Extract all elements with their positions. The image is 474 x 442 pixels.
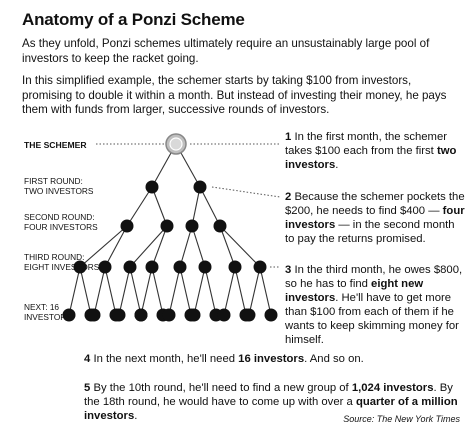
investor-node-round-2 bbox=[186, 220, 199, 233]
row-label-round-4-line-1: NEXT: 16 bbox=[24, 302, 60, 312]
investor-node-round-1 bbox=[194, 181, 207, 194]
intro-paragraph-1: As they unfold, Ponzi schemes ultimately require an unsustainably large pool of investors to keep the racket going. bbox=[22, 37, 430, 65]
step-5-number: 5 bbox=[84, 382, 91, 394]
investor-node-round-4 bbox=[135, 309, 148, 322]
step-3-text-run: In the third month, he owes $800, so he has to find bbox=[285, 264, 463, 290]
investor-node-round-2 bbox=[214, 220, 227, 233]
step-1-text-run: . bbox=[335, 159, 339, 171]
diagram-title: Anatomy of a Ponzi Scheme bbox=[22, 10, 245, 29]
investor-node-round-3 bbox=[124, 261, 137, 274]
tree-branch-line bbox=[105, 226, 127, 267]
investor-node-round-2 bbox=[121, 220, 134, 233]
tree-branch-line bbox=[194, 267, 205, 315]
step-4-text-run: In the next month, he'll need bbox=[93, 353, 239, 365]
row-label-schemer: THE SCHEMER bbox=[24, 140, 87, 150]
investor-node-round-4 bbox=[163, 309, 176, 322]
tree-branch-line bbox=[200, 187, 220, 226]
tree-branch-line bbox=[220, 226, 260, 267]
tree-branch-line bbox=[130, 267, 141, 315]
step-3-emphasis: eight new investors bbox=[285, 278, 424, 304]
row-label-round-2 bbox=[24, 212, 98, 232]
row-label-round-2-line-2: FOUR INVESTORS bbox=[24, 222, 98, 232]
tree-branch-line bbox=[141, 267, 152, 315]
step-4-text-run: . And so on. bbox=[304, 353, 364, 365]
row-label-round-3 bbox=[24, 252, 99, 272]
step-5-emphasis: 1,024 investors bbox=[351, 382, 434, 394]
step-2-text bbox=[285, 190, 467, 246]
investor-node-round-3 bbox=[174, 261, 187, 274]
row-label-round-2-line-1: SECOND ROUND: bbox=[24, 212, 95, 222]
investor-node-round-4 bbox=[113, 309, 126, 322]
step-5-text-run: . bbox=[134, 410, 138, 422]
tree-branch-line bbox=[249, 267, 260, 315]
tree-branch-line bbox=[152, 226, 167, 267]
investor-node-round-2 bbox=[161, 220, 174, 233]
investor-node-round-3 bbox=[99, 261, 112, 274]
tree-branch-line bbox=[80, 267, 91, 315]
tree-branch-line bbox=[260, 267, 271, 315]
investor-node-round-4 bbox=[88, 309, 101, 322]
tree-branch-line bbox=[220, 226, 235, 267]
step-1-text bbox=[285, 130, 467, 172]
investor-node-round-4 bbox=[243, 309, 256, 322]
tree-branch-line bbox=[205, 267, 216, 315]
tree-branch-line bbox=[127, 187, 152, 226]
step-5-emphasis: quarter of a million investors bbox=[84, 396, 458, 422]
schemer-node-inner bbox=[170, 138, 182, 150]
investor-node-round-4 bbox=[188, 309, 201, 322]
tree-branch-line bbox=[224, 267, 235, 315]
row-label-round-3-line-2: EIGHT INVESTORS bbox=[24, 262, 100, 272]
tree-branch-line bbox=[130, 226, 167, 267]
step-2-emphasis: four investors bbox=[285, 205, 465, 231]
step-1-number: 1 bbox=[285, 131, 292, 143]
tree-branch-line bbox=[180, 267, 191, 315]
row-label-round-1-line-1: FIRST ROUND: bbox=[24, 176, 83, 186]
tree-branch-line bbox=[152, 267, 163, 315]
tree-branch-line bbox=[235, 267, 246, 315]
row-label-round-1-line-2: TWO INVESTORS bbox=[24, 186, 94, 196]
tree-branch-line bbox=[105, 267, 116, 315]
investor-node-round-3 bbox=[146, 261, 159, 274]
tree-branch-line bbox=[119, 267, 130, 315]
row-label-round-4 bbox=[24, 302, 72, 322]
tree-branch-line bbox=[169, 267, 180, 315]
step-3-text-run: . He'll have to get more than $100 from each of them if he wants to keep skimming money for himself. bbox=[285, 292, 459, 346]
investor-node-round-1 bbox=[146, 181, 159, 194]
step-3-number: 3 bbox=[285, 264, 292, 276]
step-5-text-run: . By the 18th round, he would have to come up with over a bbox=[84, 382, 453, 408]
investor-node-round-4 bbox=[218, 309, 231, 322]
step-2-leader-line bbox=[212, 187, 280, 197]
step-4-emphasis: 16 investors bbox=[238, 353, 305, 365]
investor-node-round-3 bbox=[254, 261, 267, 274]
row-label-round-1 bbox=[24, 176, 93, 196]
step-4-number: 4 bbox=[84, 353, 91, 365]
step-4-text bbox=[84, 352, 466, 366]
step-2-text-run: — in the second month to pay the returns promised. bbox=[285, 219, 455, 245]
step-5-text-run: By the 10th round, he'll need to find a new group of bbox=[93, 382, 352, 394]
row-label-round-3-line-1: THIRD ROUND: bbox=[24, 252, 85, 262]
investor-node-round-4 bbox=[265, 309, 278, 322]
step-3-text bbox=[285, 263, 467, 347]
tree-branch-line bbox=[94, 267, 105, 315]
row-label-round-4-line-2: INVESTORS bbox=[24, 312, 72, 322]
investor-node-round-3 bbox=[199, 261, 212, 274]
investor-node-round-3 bbox=[229, 261, 242, 274]
step-1-text-run: In the first month, the schemer takes $100 each from the first bbox=[285, 131, 448, 157]
step-2-number: 2 bbox=[285, 191, 292, 203]
step-1-emphasis: two investors bbox=[285, 145, 457, 171]
intro-paragraph-2: In this simplified example, the schemer starts by taking $100 from investors, promising to double it within a month. But instead of investing their money, he pays them with funds from larger, successive rounds of investors. bbox=[22, 74, 447, 117]
step-2-text-run: Because the schemer pockets the $200, he needs to find $400 — bbox=[285, 191, 465, 217]
source-credit: Source: The New York Times bbox=[343, 414, 460, 424]
